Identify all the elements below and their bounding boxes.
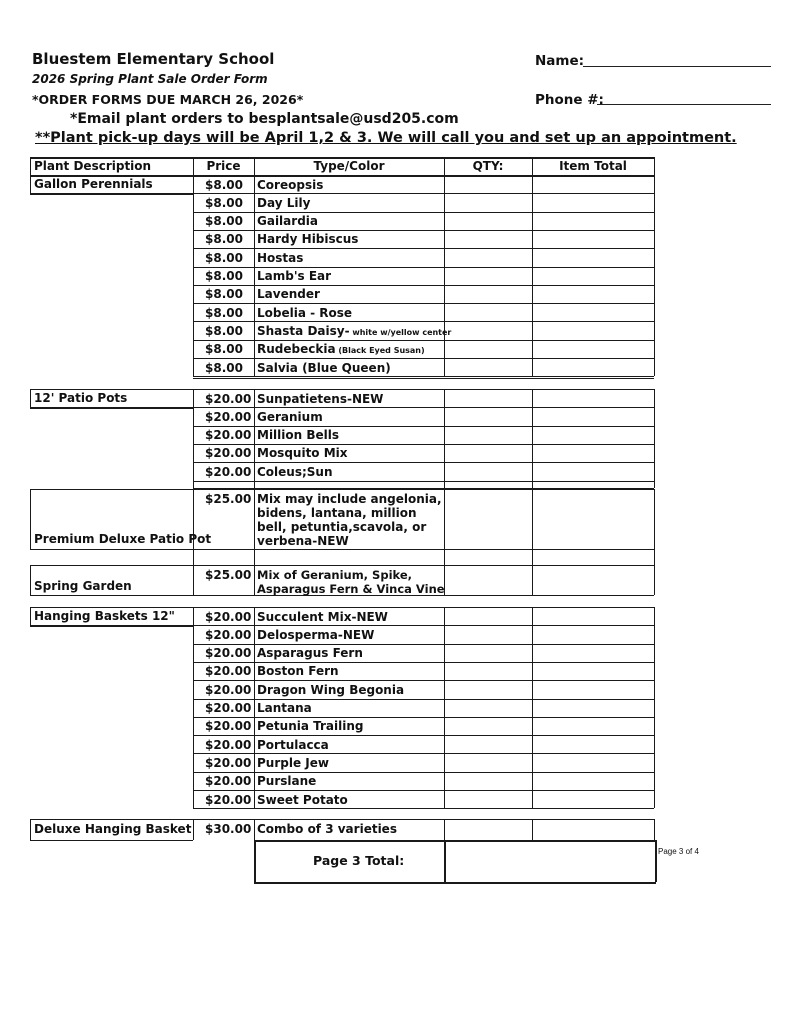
column-rule [532,481,533,488]
column-rule [254,549,255,565]
pickup-notice: **Plant pick-up days will be April 1,2 & 3. We will call you and set up an appointment. [35,130,737,146]
item-total-input[interactable] [533,427,653,443]
qty-input[interactable] [445,773,531,789]
item-total-input[interactable] [533,408,653,424]
column-rule [30,175,31,193]
item-price: $8.00 [205,269,243,283]
column-rule [254,175,255,376]
column-rule [193,389,194,481]
item-total-input[interactable] [533,268,653,284]
page-total-input[interactable] [446,842,654,880]
name-field[interactable] [583,66,771,67]
qty-input[interactable] [445,268,531,284]
due-date-notice: *ORDER FORMS DUE MARCH 26, 2026* [32,92,304,107]
item-total-input[interactable] [533,700,653,716]
page-total-label: Page 3 Total: [313,853,405,868]
column-rule [193,819,194,840]
item-type: Purslane [257,774,317,789]
column-rule [30,819,31,840]
item-total-input[interactable] [533,718,653,734]
column-header-2: Price [206,159,241,173]
item-total-input[interactable] [533,194,653,210]
item-type: Combo of 3 varieties [257,822,397,836]
column-rule [654,481,655,488]
qty-input[interactable] [445,359,531,375]
column-header-4: QTY: [472,159,504,173]
column-rule [254,389,255,481]
column-rule [193,607,194,808]
item-price: $20.00 [205,446,252,461]
column-header-3: Type/Color [313,159,385,173]
item-type: Rudebeckia (Black Eyed Susan) [257,342,425,357]
item-type: Lamb's Ear [257,269,332,283]
item-type: Million Bells [257,428,340,443]
qty-input[interactable] [445,213,531,229]
column-header-1: Plant Description [34,159,152,173]
item-price: $20.00 [205,627,252,642]
row-rule [193,378,654,379]
item-total-input[interactable] [533,490,653,548]
item-type: Gailardia [257,214,318,229]
item-type: Sweet Potato [257,792,348,807]
row-rule [30,407,193,408]
page-number: Page 3 of 4 [658,847,699,856]
item-note: (Black Eyed Susan) [335,346,425,356]
item-price: $20.00 [205,609,252,624]
qty-input[interactable] [445,341,531,357]
item-total-input[interactable] [533,663,653,679]
item-note: white w/yellow center [349,327,452,337]
item-type: Hostas [257,250,304,265]
column-rule [444,481,445,488]
item-total-input[interactable] [533,213,653,229]
item-total-input[interactable] [533,681,653,697]
qty-input[interactable] [445,427,531,443]
column-rule [654,549,655,565]
item-total-input[interactable] [533,359,653,375]
phone-label: Phone #: [535,92,604,108]
item-type: Geranium [257,409,323,424]
item-price: $20.00 [205,701,252,715]
column-rule [655,840,657,882]
column-rule [254,489,255,549]
item-type: Coreopsis [257,177,324,192]
item-price: $8.00 [205,342,243,357]
row-rule [30,840,193,841]
item-price: $8.00 [205,232,243,247]
item-total-input[interactable] [533,322,653,338]
qty-input[interactable] [445,718,531,734]
qty-input[interactable] [445,463,531,479]
item-type: Shasta Daisy- white w/yellow center [257,323,452,338]
row-rule [30,193,193,194]
column-rule [193,549,194,565]
item-total-input[interactable] [533,463,653,479]
item-total-input[interactable] [533,645,653,661]
column-rule [254,840,256,882]
row-rule [193,481,654,482]
email-instructions: *Email plant orders to besplantsale@usd205.com [70,111,459,127]
name-label: Name: [535,53,585,69]
item-price: $20.00 [205,391,252,406]
qty-input[interactable] [445,754,531,770]
column-rule [193,481,194,488]
item-total-input[interactable] [533,231,653,247]
item-type: Delosperma-NEW [257,627,375,642]
item-total-input[interactable] [533,608,653,624]
column-rule [30,389,31,407]
item-total-input[interactable] [533,304,653,320]
qty-input[interactable] [445,608,531,624]
item-type: Purple Jew [257,755,329,770]
item-type: Salvia (Blue Queen) [257,360,391,375]
deluxe-hanging-category: Deluxe Hanging Basket [34,822,192,836]
qty-input[interactable] [445,249,531,265]
row-rule [193,808,654,809]
item-price: $8.00 [205,214,243,229]
item-price: $8.00 [205,287,243,302]
qty-input[interactable] [445,408,531,424]
qty-input[interactable] [445,626,531,642]
item-total-input[interactable] [533,773,653,789]
item-price: $20.00 [205,774,252,789]
column-rule [30,565,31,595]
premium-patio-category: Premium Deluxe Patio Pot [34,532,212,546]
item-total-input[interactable] [533,626,653,642]
column-rule [193,175,194,376]
row-rule [30,549,654,550]
item-total-input[interactable] [533,754,653,770]
column-rule [654,389,655,481]
column-rule [654,175,655,376]
item-price: $25.00 [205,492,252,506]
item-price: $20.00 [205,719,252,734]
item-price: $30.00 [205,822,252,836]
column-rule [254,819,255,840]
row-rule [30,819,193,820]
column-rule [654,565,655,595]
item-type: Mosquito Mix [257,446,348,461]
column-rule [532,549,533,565]
item-total-input[interactable] [533,566,653,594]
qty-input[interactable] [445,820,531,839]
item-total-input[interactable] [533,791,653,807]
qty-input[interactable] [445,663,531,679]
item-type: Mix of Geranium, Spike, Asparagus Fern & Vinca Vine [257,568,445,596]
item-price: $8.00 [205,305,243,320]
qty-input[interactable] [445,490,531,548]
column-header-5: Item Total [559,159,627,173]
item-price: $20.00 [205,737,252,752]
item-total-input[interactable] [533,445,653,461]
item-type: Dragon Wing Begonia [257,682,405,697]
item-price: $8.00 [205,250,243,265]
qty-input[interactable] [445,645,531,661]
qty-input[interactable] [445,445,531,461]
item-total-input[interactable] [533,341,653,357]
item-type: Asparagus Fern [257,646,363,661]
qty-input[interactable] [445,322,531,338]
item-price: $25.00 [205,568,252,582]
column-rule [254,607,255,808]
gallon-perennials-category: Gallon Perennials [34,177,153,191]
item-price: $8.00 [205,360,243,375]
item-total-input[interactable] [533,736,653,752]
item-total-input[interactable] [533,176,653,192]
item-type: Day Lily [257,195,311,210]
hanging-baskets-category: Hanging Baskets 12" [34,609,175,623]
item-price: $20.00 [205,792,252,807]
item-type: Succulent Mix-NEW [257,609,388,624]
qty-input[interactable] [445,700,531,716]
row-rule [30,625,193,626]
spring-garden-category: Spring Garden [34,579,132,593]
qty-input[interactable] [445,566,531,594]
form-title: 2026 Spring Plant Sale Order Form [32,72,268,86]
column-rule [654,157,655,175]
qty-input[interactable] [445,681,531,697]
column-rule [30,489,31,549]
item-price: $8.00 [205,195,243,210]
row-rule [254,882,656,884]
item-price: $8.00 [205,177,243,192]
item-price: $20.00 [205,464,252,479]
qty-input[interactable] [445,736,531,752]
column-rule [254,481,255,488]
item-type: Sunpatietens-NEW [257,391,384,406]
item-price: $20.00 [205,664,252,679]
qty-input[interactable] [445,231,531,247]
item-total-input[interactable] [533,286,653,302]
item-price: $20.00 [205,682,252,697]
item-price: $20.00 [205,428,252,443]
item-price: $20.00 [205,409,252,424]
item-type: Petunia Trailing [257,719,364,734]
qty-input[interactable] [445,791,531,807]
column-rule [444,549,445,565]
item-type: Lobelia - Rose [257,305,353,320]
item-price: $20.00 [205,646,252,661]
qty-input[interactable] [445,176,531,192]
item-price: $20.00 [205,755,252,770]
item-type: Hardy Hibiscus [257,232,359,247]
phone-field[interactable] [597,104,771,105]
column-rule [654,819,655,840]
item-type: Mix may include angelonia, bidens, lantana, million bell, petuntia,scavola, or verbena-NEW [257,492,442,548]
column-rule [654,607,655,808]
item-type: Lantana [257,701,312,715]
item-type: Boston Fern [257,664,339,679]
qty-input[interactable] [445,194,531,210]
item-price: $8.00 [205,323,243,338]
qty-input[interactable] [445,390,531,406]
qty-input[interactable] [445,286,531,302]
item-total-input[interactable] [533,249,653,265]
item-total-input[interactable] [533,390,653,406]
column-rule [30,607,31,625]
school-name: Bluestem Elementary School [32,50,275,68]
item-type: Lavender [257,287,320,302]
qty-input[interactable] [445,304,531,320]
patio-pots-category: 12' Patio Pots [34,391,128,405]
column-rule [254,565,255,595]
item-total-input[interactable] [533,820,653,839]
item-type: Coleus;Sun [257,464,333,479]
item-type: Portulacca [257,737,329,752]
column-rule [193,565,194,595]
column-rule [654,489,655,549]
